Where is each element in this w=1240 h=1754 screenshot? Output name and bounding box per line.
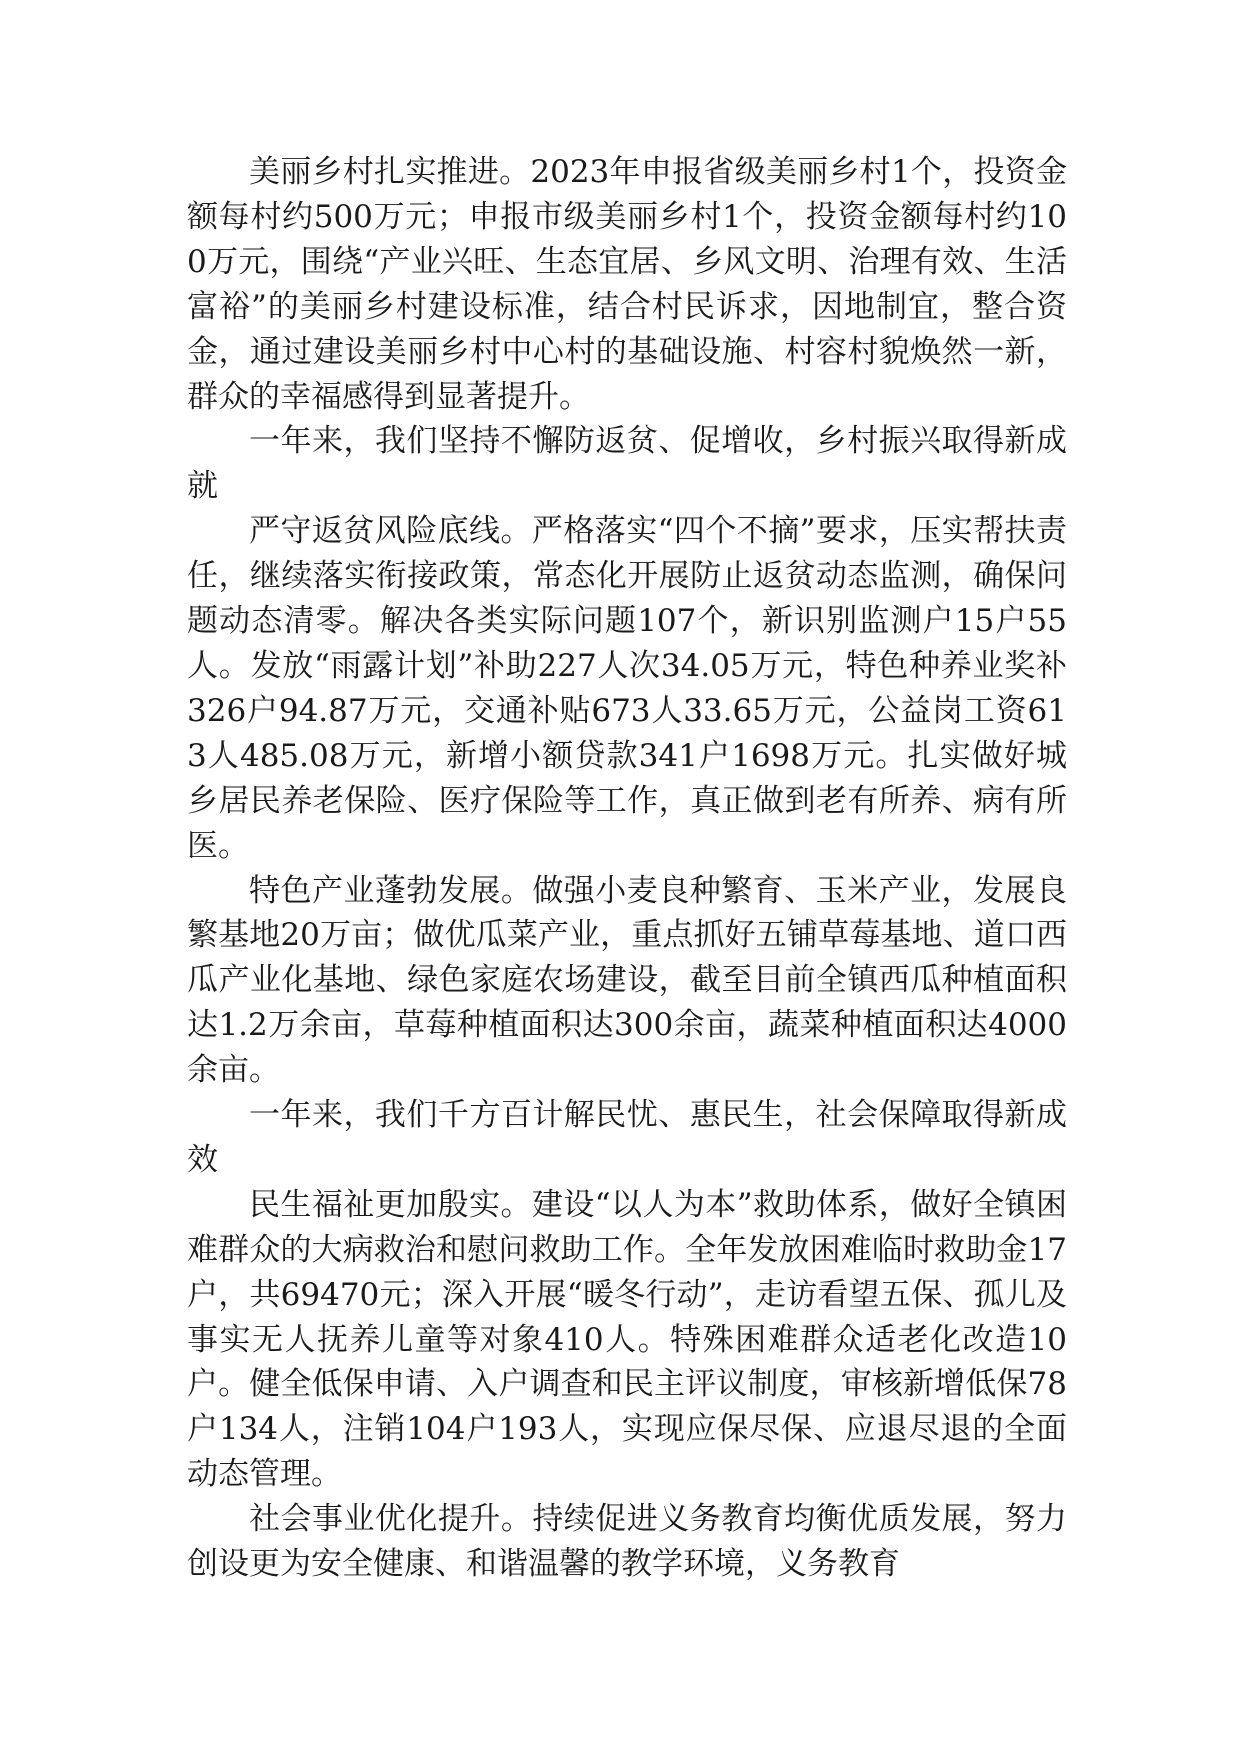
- paragraph-beautiful-village: 美丽乡村扎实推进。2023年申报省级美丽乡村1个，投资金额每村约500万元；申报市级美丽乡村1个，投资金额每村约100万元，围绕“产业兴旺、生态宜居、乡风文明、治理有效、生活富裕”的美丽乡村建设标准，结合村民诉求，因地制宜，整合资金，通过建设美丽乡村中心村的基础设施、村容村貌焕然一新，群众的幸福感得到显著提升。: [187, 154, 1067, 415]
- paragraph-social-undertakings: 社会事业优化提升。持续促进义务教育均衡优质发展，努力创设更为安全健康、和谐温馨的教学环境，义务教育: [187, 1501, 1067, 1583]
- document-body: [187, 150, 1067, 1587]
- paragraph-featured-industry: 特色产业蓬勃发展。做强小麦良种繁育、玉米产业，发展良繁基地20万亩；做优瓜菜产业，重点抓好五铺草莓基地、道口西瓜产业化基地、绿色家庭农场建设，截至目前全镇西瓜种植面积达1.2万余亩，草莓种植面积达300余亩，蔬菜种植面积达4000余亩。: [187, 872, 1067, 1089]
- heading-rural-revitalization: 一年来，我们坚持不懈防返贫、促增收，乡村振兴取得新成就: [187, 423, 1067, 505]
- heading-social-security: 一年来，我们千方百计解民忧、惠民生，社会保障取得新成效: [187, 1097, 1067, 1178]
- paragraph-poverty-risk: 严守返贫风险底线。严格落实“四个不摘”要求，压实帮扶责任，继续落实衔接政策，常态化开展防止返贫动态监测，确保问题动态清零。解决各类实际问题107个，新识别监测户15户55人。发放“雨露计划”补助227人次34.05万元，特色种养业奖补326户94.87万元，交通补贴673人33.65万元，公益岗工资613人485.08万元，新增小额贷款341户1698万元。扎实做好城乡居民养老保险、医疗保险等工作，真正做到老有所养、病有所医。: [187, 513, 1067, 864]
- paragraph-livelihood: 民生福祉更加殷实。建设“以人为本”救助体系，做好全镇困难群众的大病救治和慰问救助工作。全年发放困难临时救助金17户，共69470元；深入开展“暖冬行动”，走访看望五保、孤儿及事实无人抚养儿童等对象410人。特殊困难群众适老化改造10户。健全低保申请、入户调查和民主评议制度，审核新增低保78户134人，注销104户193人，实现应保尽保、应退尽退的全面动态管理。: [187, 1186, 1067, 1493]
